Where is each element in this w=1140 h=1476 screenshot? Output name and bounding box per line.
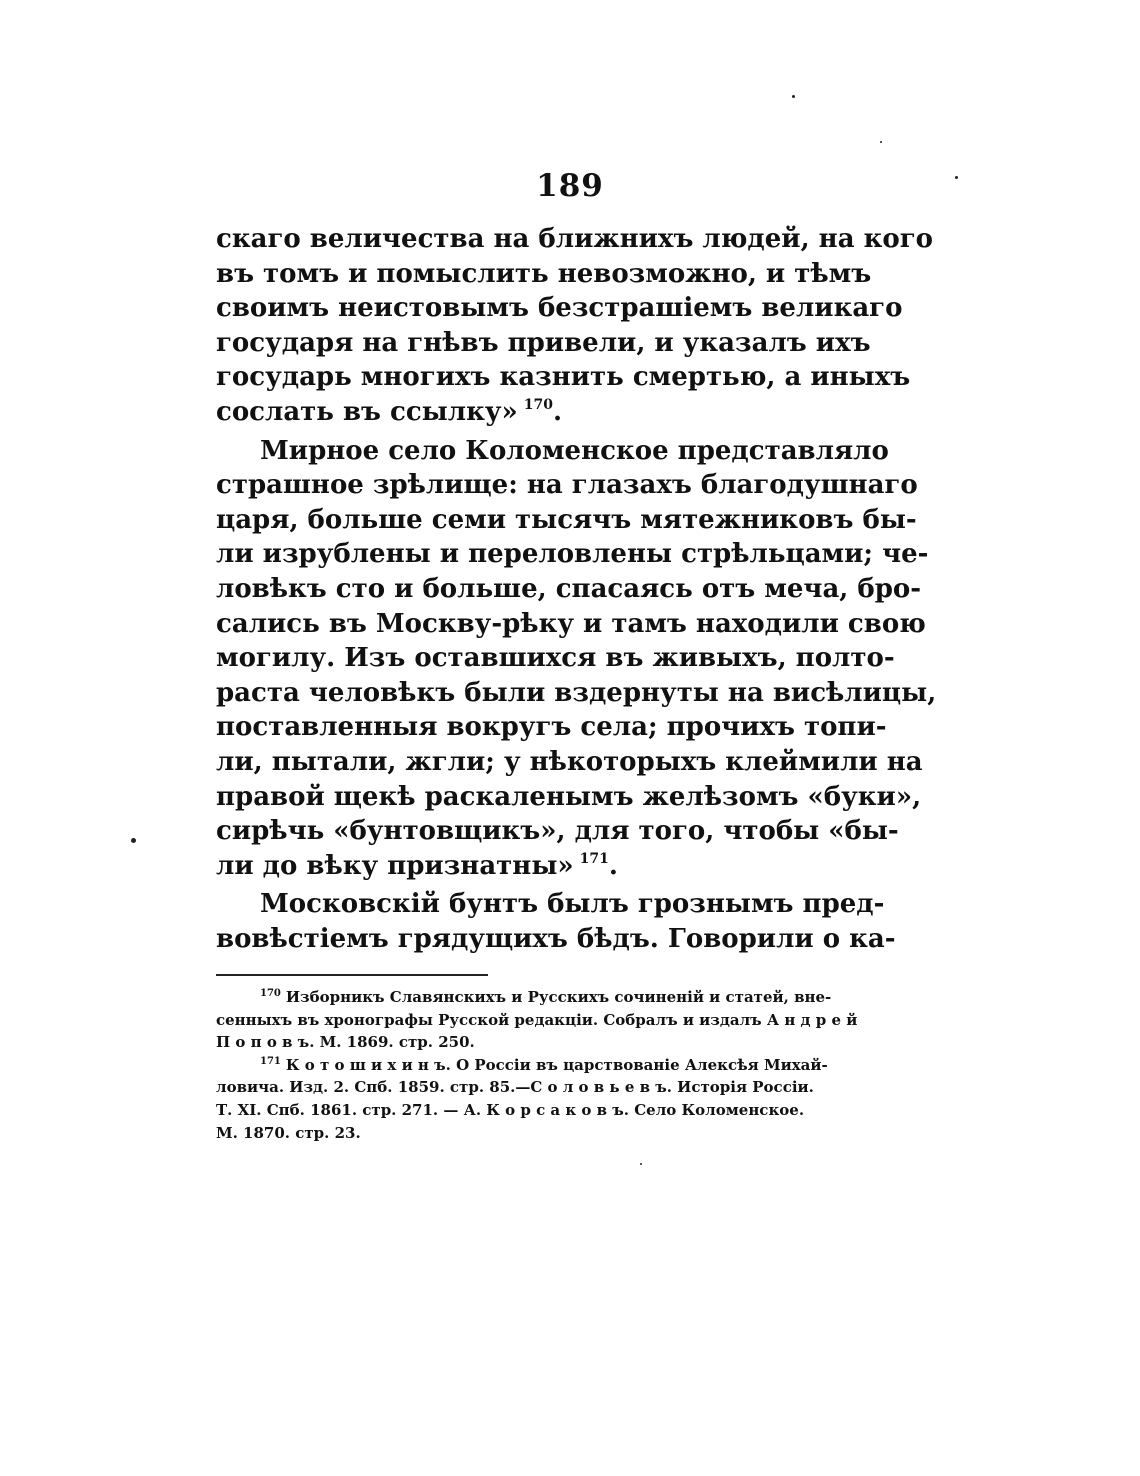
- footnote-170: [216, 986, 832, 1009]
- scan-speck: [792, 95, 795, 98]
- text-line: сирѣчь «бунтовщикъ», для того, чтобы «бы-: [216, 816, 899, 847]
- scan-speck: [880, 141, 882, 143]
- footnote-reference-170[interactable]: 170: [523, 396, 554, 413]
- text-line-content: ли до вѣку признатны»: [216, 850, 574, 881]
- footnote-line: сенныхъ въ хронографы Русской редакціи. Собралъ и издалъ А н д р е й: [216, 1010, 858, 1029]
- body-text: [216, 222, 937, 956]
- text-line: царя, больше семи тысячъ мятежниковъ бы-: [216, 504, 917, 535]
- text-line: [216, 395, 804, 430]
- text-line: ловѣкъ сто и больше, спасаясь отъ меча, бро-: [216, 573, 922, 604]
- sentence-period: .: [553, 396, 563, 427]
- text-line: раста человѣкъ были вздернуты на висѣлицы,: [216, 677, 937, 708]
- text-line: ли изрублены и переловлены стрѣльцами; че-: [216, 539, 929, 570]
- page-number: 189: [536, 168, 604, 204]
- footnote-line: ловича. Изд. 2. Спб. 1859. стр. 85.—С о л о в ь е в ъ. Исторія Россіи.: [216, 1078, 814, 1097]
- text-line: ли, пытали, жгли; у нѣкоторыхъ клеймили на: [216, 746, 923, 777]
- text-line: поставленныя вокругъ села; прочихъ топи-: [216, 712, 887, 743]
- scan-speck: [131, 838, 136, 843]
- footnote-text: Изборникъ Славянскихъ и Русскихъ сочиненій и статей, вне-: [285, 988, 832, 1006]
- footnotes: [216, 986, 858, 1144]
- text-line: могилу. Изъ оставшихся въ живыхъ, полто-: [216, 643, 895, 674]
- footnote-line: П о п о в ъ. М. 1869. стр. 250.: [216, 1033, 475, 1052]
- text-line: своимъ неистовымъ безстрашіемъ великаго: [216, 293, 903, 324]
- sentence-period: .: [608, 850, 618, 881]
- text-line-content: сослать въ ссылку»: [216, 396, 518, 427]
- footnote-171: [216, 1054, 828, 1077]
- text-line: правой щекѣ раскаленымъ желѣзомъ «буки»,: [216, 781, 922, 812]
- text-line: [216, 849, 804, 884]
- footnote-line: М. 1870. стр. 23.: [216, 1123, 361, 1142]
- scan-speck: [640, 1163, 642, 1165]
- footnote-reference-171[interactable]: 171: [579, 850, 609, 867]
- footnote-marker-170: 170: [260, 988, 281, 999]
- text-line: въ томъ и помыслить невозможно, и тѣмъ: [216, 258, 872, 289]
- scan-speck: [955, 176, 958, 179]
- footnote-text: К о т о ш и х и н ъ. О Россіи въ царствованіе Алексѣя Михай-: [285, 1055, 828, 1074]
- text-line: государя на гнѣвъ привели, и указалъ ихъ: [216, 327, 871, 358]
- text-line: государь многихъ казнить смертью, а иныхъ: [216, 362, 911, 393]
- text-line: скаго величества на ближнихъ людей, на кого: [216, 224, 934, 254]
- footnote-line: Т. XI. Спб. 1861. стр. 271. — А. К о р с а к о в ъ. Село Коломенское.: [216, 1100, 805, 1119]
- text-line: страшное зрѣлище: на глазахъ благодушнаго: [216, 470, 918, 501]
- text-line: Московскій бунтъ былъ грознымъ пред-: [260, 889, 885, 920]
- footnote-separator: [216, 974, 488, 976]
- text-line: сались въ Москву-рѣку и тамъ находили свою: [216, 608, 926, 639]
- text-line: Мирное село Коломенское представляло: [260, 435, 889, 466]
- footnote-marker-171: 171: [260, 1055, 281, 1067]
- text-line: вовѣстіемъ грядущихъ бѣдъ. Говорили о ка-: [216, 923, 896, 954]
